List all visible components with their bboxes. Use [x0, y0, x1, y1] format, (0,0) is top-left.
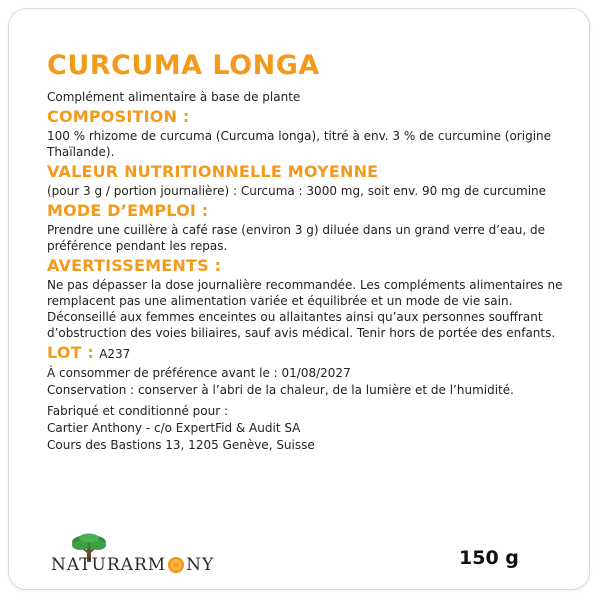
nutrition-text: (pour 3 g / portion journalière) : Curcuma : 3000 mg, soit env. 90 mg de curcumine: [47, 184, 547, 198]
manufacturer-line-3: Cours des Bastions 13, 1205 Genève, Suisse: [47, 438, 315, 452]
composition-heading: COMPOSITION :: [47, 107, 190, 126]
usage-heading: MODE D’EMPLOI :: [47, 201, 209, 220]
lot-row: [47, 343, 567, 364]
sun-icon: [167, 556, 185, 574]
label-content: [47, 49, 567, 453]
product-subtitle: Complément alimentaire à base de plante: [47, 90, 301, 104]
usage-text: Prendre une cuillère à café rase (environ 3 g) diluée dans un grand verre d’eau, de préférence pendant les repas.: [47, 223, 545, 253]
net-weight: 150 g: [459, 547, 519, 569]
nutrition-heading: VALEUR NUTRITIONNELLE MOYENNE: [47, 162, 379, 181]
lot-value: A237: [99, 347, 131, 361]
product-title: CURCUMA LONGA: [47, 50, 320, 81]
brand-wordmark-part-1: NATURARM: [51, 555, 167, 575]
warnings-heading: AVERTISSEMENTS :: [47, 256, 222, 275]
brand-wordmark-part-2: NY: [186, 555, 215, 575]
brand-logo: [51, 533, 251, 583]
manufacturer-line-2: Cartier Anthony - c/o ExpertFid & Audit SA: [47, 421, 301, 435]
manufacturer-line-1: Fabriqué et conditionné pour :: [47, 404, 229, 418]
storage-text: Conservation : conserver à l’abri de la chaleur, de la lumière et de l’humidité.: [47, 383, 514, 397]
lot-label: LOT :: [47, 343, 95, 362]
brand-wordmark: [51, 555, 214, 575]
product-label-card: [8, 8, 590, 590]
warnings-text: Ne pas dépasser la dose journalière recommandée. Les compléments alimentaires ne remplacent pas une alimentation variée et équilibrée et un mode de vie sain. Déconseillé aux femmes enceintes ou allaitantes ainsi qu’aux personnes souffrant d’obstruction des voies biliaires, sauf avis médical. Tenir hors de portée des enfants.: [47, 278, 563, 340]
composition-text: 100 % rhizome de curcuma (Curcuma longa), titré à env. 3 % de curcumine (origine Thaïlande).: [47, 129, 552, 159]
best-before-text: À consommer de préférence avant le : 01/08/2027: [47, 366, 351, 380]
